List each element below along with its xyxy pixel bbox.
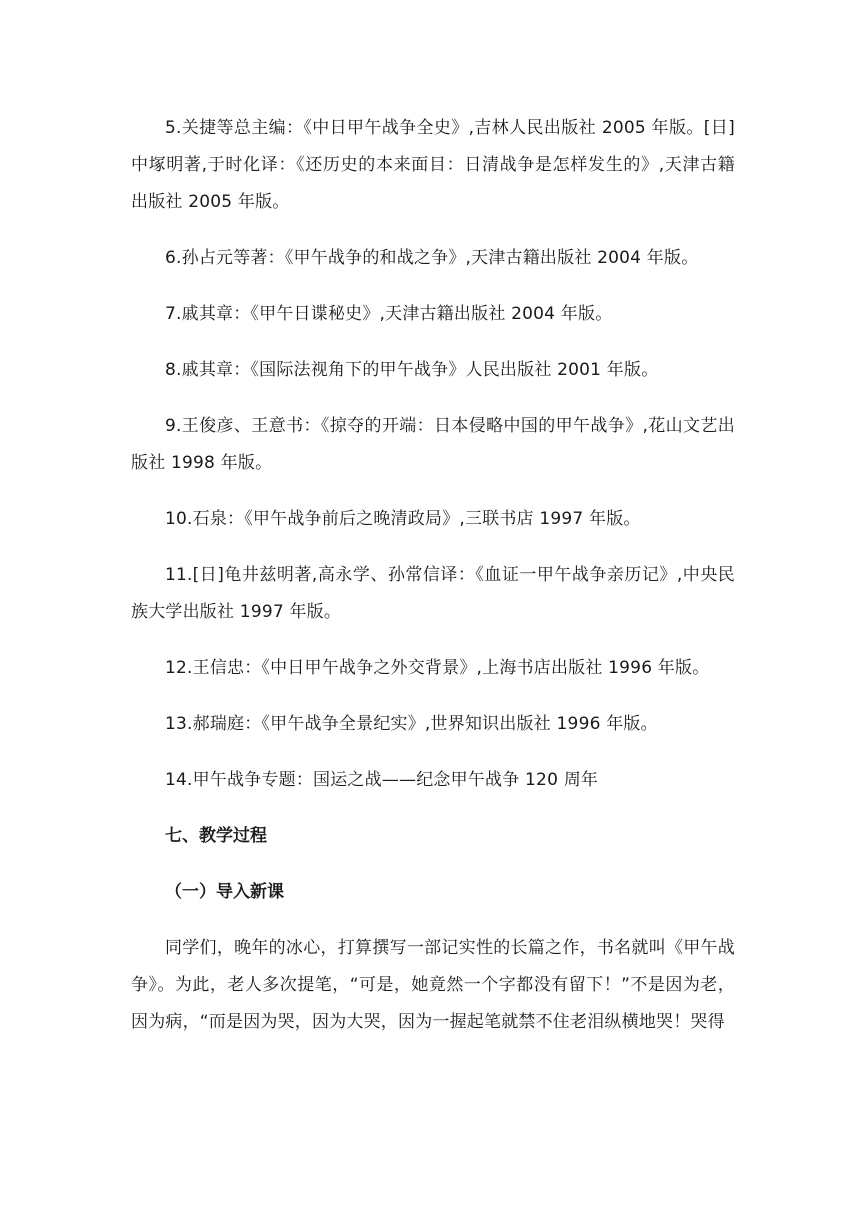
- reference-item-13: 13.郝瑞庭：《甲午战争全景纪实》,世界知识出版社 1996 年版。: [165, 714, 658, 734]
- reference-item-8: 8.戚其章：《国际法视角下的甲午战争》人民出版社 2001 年版。: [165, 360, 659, 380]
- intro-paragraph: 同学们，晚年的冰心，打算撰写一部记实性的长篇之作，书名就叫《甲午战争》。为此，老人多次提笔，“可是，她竟然一个字都没有留下！”不是因为老，因为病，“而是因为哭，因为大哭，因为一握起笔就禁不住老泪纵横地哭！哭得: [131, 938, 735, 1032]
- reference-item-11: 11.[日]龟井兹明著,高永学、孙常信译：《血证一甲午战争亲历记》,中央民族大学出版社 1997 年版。: [131, 565, 735, 622]
- reference-item-9: 9.王俊彦、王意书：《掠夺的开端：日本侵略中国的甲午战争》,花山文艺出版社 1998 年版。: [131, 416, 735, 473]
- section-heading: 七、教学过程: [165, 826, 267, 846]
- reference-item-6: 6.孙占元等著：《甲午战争的和战之争》,天津古籍出版社 2004 年版。: [165, 248, 699, 268]
- reference-item-7: 7.戚其章：《甲午日谍秘史》,天津古籍出版社 2004 年版。: [165, 304, 613, 324]
- reference-item-12: 12.王信忠：《中日甲午战争之外交背景》,上海书店出版社 1996 年版。: [165, 658, 710, 678]
- document-body: [131, 110, 735, 1060]
- subsection-heading: （一）导入新课: [165, 882, 284, 902]
- reference-item-14: 14.甲午战争专题：国运之战——纪念甲午战争 120 周年: [165, 770, 599, 790]
- reference-item-10: 10.石泉：《甲午战争前后之晚清政局》,三联书店 1997 年版。: [165, 509, 641, 529]
- reference-item-5: 5.关捷等总主编：《中日甲午战争全史》,吉林人民出版社 2005 年版。[日]中塚明著,于时化译：《还历史的本来面目：日清战争是怎样发生的》,天津古籍出版社 2005 年版。: [131, 118, 735, 212]
